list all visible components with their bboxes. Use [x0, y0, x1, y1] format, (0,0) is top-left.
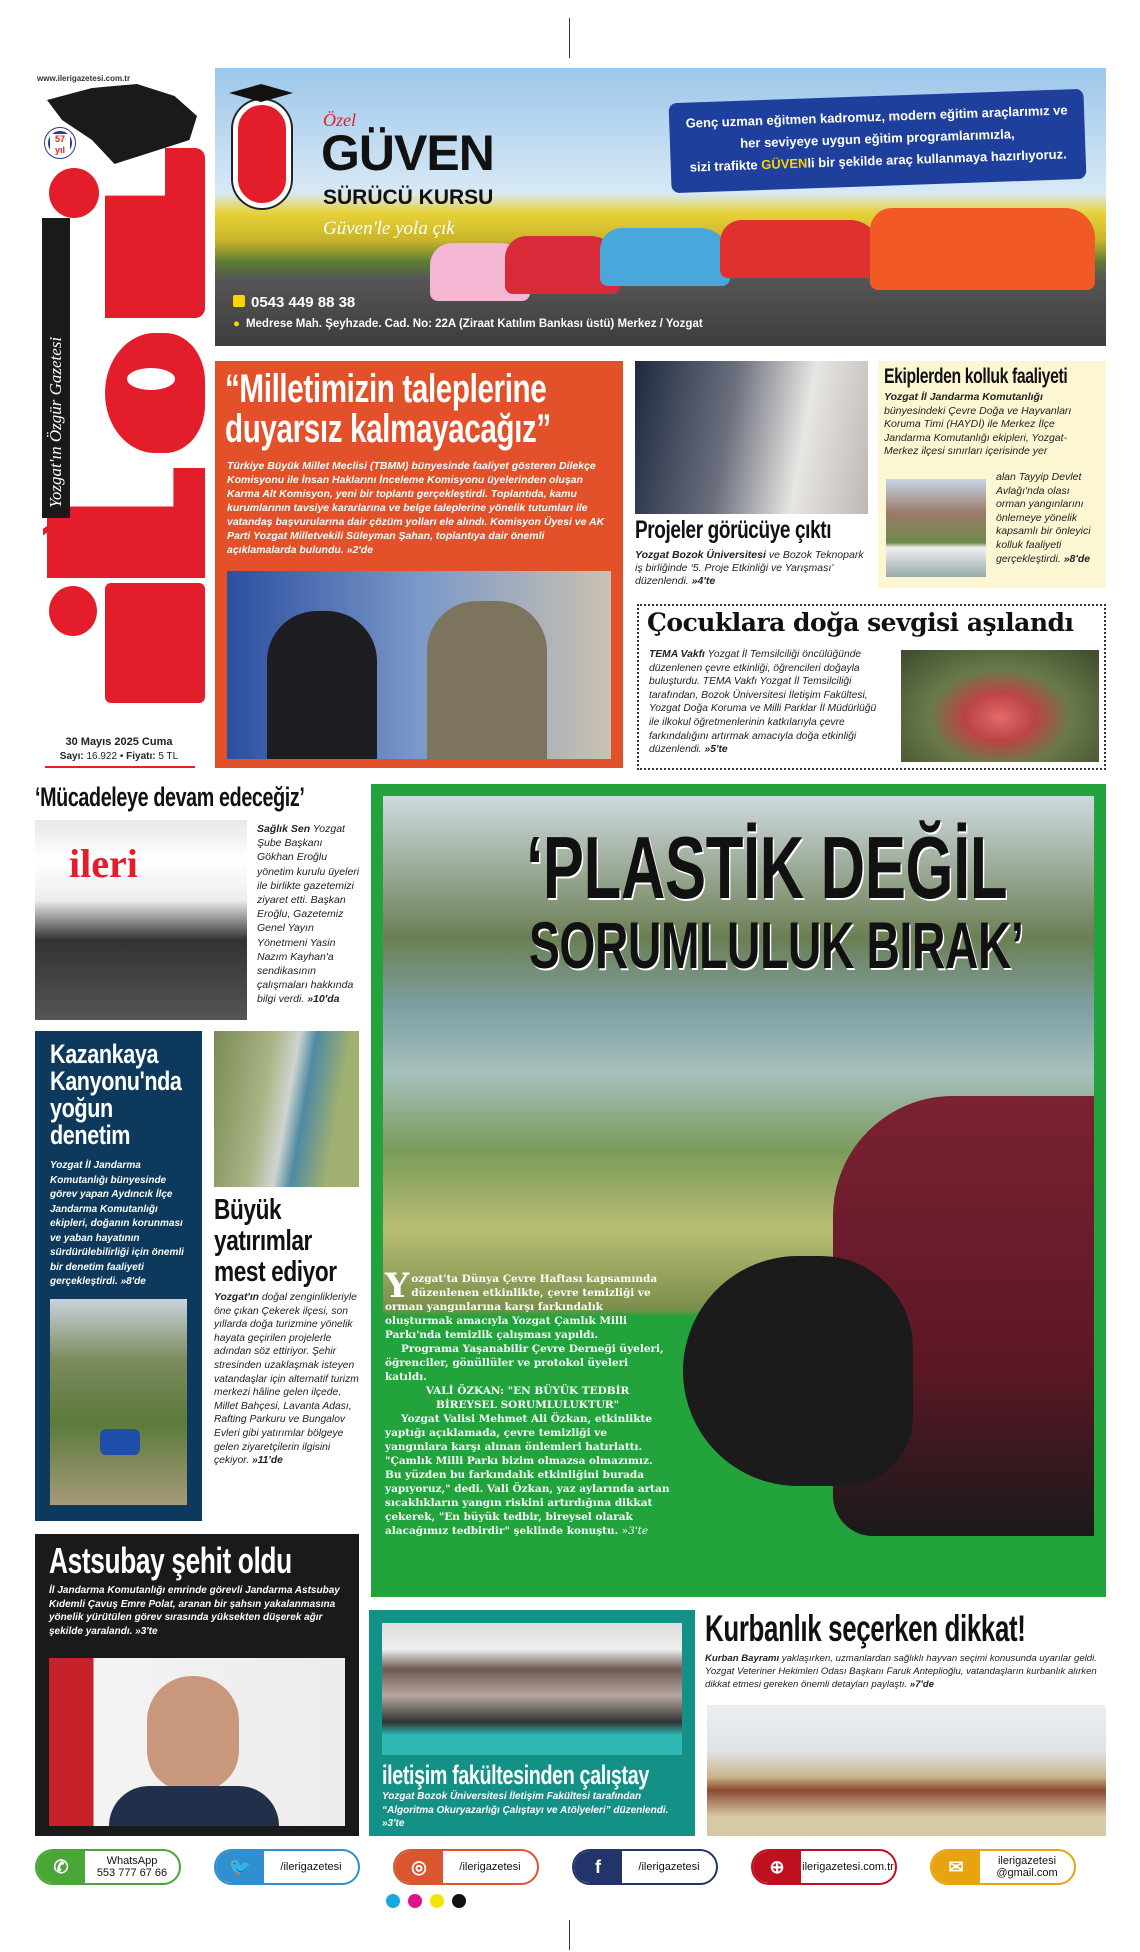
story-doga[interactable] [637, 604, 1106, 770]
story-body: Sağlık Sen Yozgat Şube Başkanı Gökhan Eroğlu yönetim kurulu üyeleri ile birlikte gazetemizi ziyaret etti. Başkan Eroğlu, Gazetemiz Genel Yayın Yönetmeni Yasin Nazım Kayhan'a sendikasının çalışmaları hakkında bilgi verdi. »10'da [257, 823, 360, 1006]
story-body: Yozgat İl Jandarma Komutanlığı bünyesindeki Çevre Doğa ve Hayvanları Koruma Timi (HAYDİ) ile Merkez İlçe Jandarma Komutanlığı ekipleri, Yozgat-Merkez ilçesi sınırları içerisinde yer [884, 391, 1072, 458]
social-link[interactable]: ⊕ ilerigazetesi.com.tr [751, 1849, 897, 1885]
story-calistay[interactable] [369, 1610, 695, 1836]
facebook-icon: f [574, 1851, 622, 1883]
yatirim-photo [214, 1031, 359, 1187]
car [600, 228, 730, 286]
story-body-cont: alan Tayyip Devlet Avlağı'nda olası orman yangınlarını önlemeye yönelik kapsamlı bir önleyici kolluk faaliyeti gerçekleştirdi. »8'de [996, 471, 1091, 565]
slogan: Yozgat'ın Özgür Gazetesi [46, 336, 65, 508]
logo-l [105, 148, 205, 318]
whatsapp-icon: ✆ [37, 1851, 85, 1883]
grad-cap-icon [229, 84, 293, 104]
photo-sign: ileri [69, 841, 138, 886]
issue-date: 30 Mayıs 2025 Cuma [65, 736, 173, 748]
projeler-photo [635, 361, 868, 514]
astsubay-photo [49, 1658, 345, 1826]
mucadele-photo [35, 820, 247, 1020]
ad-tagline: Güven'le yola çık [323, 218, 455, 239]
story-body: Yozgat Bozok Üniversitesi ve Bozok Teknopark iş birliğinde ‘5. Proje Etkinliği ve Yarışması’ düzenlendi. »4'te [635, 549, 864, 587]
story-projeler[interactable] [635, 361, 868, 595]
logo-i-dot-2 [49, 586, 97, 636]
social-link[interactable]: ◎ /ilerigazetesi [393, 1849, 539, 1885]
story-body: Yozgat İl Jandarma Komutanlığı bünyesinde görev yapan Aydıncık İlçe Jandarma Komutanlığı ekipleri, doğanın korunması ve yaban hayatının sürdürülebilirliği için önemli bir denetim faaliyeti gerçekleştirdi. »8'de [50, 1160, 184, 1287]
story-manset[interactable] [371, 784, 1106, 1597]
headline: “Milletimizin taleplerine duyarsız kalmayacağız” [225, 367, 551, 451]
mail-icon: ✉ [932, 1851, 980, 1883]
registration-dot [386, 1894, 400, 1908]
slogan-ribbon [42, 218, 70, 518]
social-link[interactable]: f /ilerigazetesi [572, 1849, 718, 1885]
headline: Büyük yatırımlar mest ediyor [214, 1194, 337, 1288]
story-mucadele[interactable] [35, 782, 361, 1022]
logo-i [105, 583, 205, 703]
story-body: Yozgat Bozok Üniversitesi İletişim Fakültesi tarafından “Algoritma Okuryazarlığı Çalıştayı ve Atölyeleri” düzenlendi. »3'te [382, 1791, 669, 1829]
address-row: ● Medrese Mah. Şeyhzade. Cad. No: 22A (Ziraat Katılım Bankası üstü) Merkez / Yozgat [233, 318, 703, 330]
twitter-icon: 🐦 [216, 1851, 264, 1883]
logo-i-dot-1 [49, 168, 99, 218]
drop-cap: Y [385, 1266, 410, 1306]
doga-photo [901, 650, 1099, 762]
car [870, 208, 1095, 290]
story-komisyon[interactable] [215, 361, 623, 768]
story-body: Yozgat'ta Dünya Çevre Haftası kapsamında düzenlenen etkinlikte, çevre temizliği ve orman yangınlarına karşı farkındalık oluşturmak amacıyla Yozgat Çamlık Milli Parkı'nda temizlik çalışması yapıldı. Programa Yaşanabilir Çevre Derneği üyeleri, öğrenciler, gönüllüler ve protokol üyeleri katıldı. VALİ ÖZKAN: "EN BÜYÜK TEDBİR BİREYSEL SORUMLULUKTUR" Yozgat Valisi Mehmet Ali Özkan, etkinlikte yaptığı açıklamada, çevre temizliği ve yangınlara karşı alınan önlemleri hatırlattı. "Çamlık Milli Parkı bizim olmazsa olmazımız. Bu yüzden bu farkındalık etkinliğini burada yapıyoruz," dedi. Vali Özkan, yaz aylarında artan sıcaklıkların yangın riskini artırdığına dikkat çekerek, "En büyük tedbir, bireysel olarak alacağımız tedbirdir" şeklinde konuştu. »3'te [385, 1266, 670, 1537]
logo-e [105, 333, 205, 453]
registration-dot [408, 1894, 422, 1908]
trash-bag [683, 1256, 913, 1486]
kurbanlik-photo [707, 1705, 1106, 1836]
masthead [35, 68, 203, 768]
headline: Astsubay şehit oldu [49, 1540, 292, 1581]
story-kurbanlik[interactable] [705, 1610, 1106, 1836]
headline: Projeler görücüye çıktı [635, 516, 832, 544]
ad-subtitle: SÜRÜCÜ KURSU [323, 186, 494, 209]
website-url[interactable]: www.ilerigazetesi.com.tr [37, 74, 131, 83]
headline: ‘PLASTİK DEĞİL SORUMLULUK BIRAK’ [526, 818, 1024, 982]
phone-icon [233, 295, 245, 307]
issue-info: Sayı: 16.922 • Fiyatı: 5 TL [59, 751, 179, 762]
story-body: Türkiye Büyük Millet Meclisi (TBMM) bünyesinde faaliyet gösteren Dilekçe Komisyonu ile İnsan Haklarını İnceleme Komisyonu üyelerinden oluşan Karma Alt Komisyon, yeni bir toplantı gerçekleştirdi. Toplantıda, kamu kurumlarının tavsiye kararlarına ve belge taleplerine yönelik tutumları ile vatandaş başvurularına dair çözüm yolları ele alındı. Komisyon Üyesi ve AK Parti Yozgat Milletvekili Süleyman Şahan, toplantıya dair önemli açıklamalarda bulundu. »2'de [227, 460, 605, 556]
story-kolluk[interactable] [878, 361, 1106, 588]
komisyon-photo [227, 571, 611, 759]
crop-mark [569, 18, 570, 58]
globe-icon: ⊕ [753, 1851, 801, 1883]
story-body: Kurban Bayramı yaklaşırken, uzmanlardan sağlıklı hayvan seçimi konusunda uyarılar geldi. Yozgat Veteriner Hekimleri Odası Başkanı Faruk Anteplioğlu, vatandaşların kurbanlık alırken dikkat etmesi gereken önemli detayları paylaştı. »7'de [705, 1653, 1097, 1690]
ad-brand: GÜVEN [321, 125, 494, 181]
location-pin-icon: ● [233, 318, 240, 330]
logo-r [47, 468, 205, 578]
headline: ‘Mücadeleye devam edeceğiz’ [35, 782, 305, 812]
kazankaya-photo [50, 1299, 187, 1505]
phone-row[interactable]: 0543 449 88 38 [233, 294, 355, 311]
story-body: Yozgat'ın doğal zenginlikleriyle öne çıkan Çekerek ilçesi, son yıllarda doğa turizmine yönelik hayata geçirilen projelerle adından söz ettiriyor. Şehir stresinden uzaklaşmak isteyen vatandaşlar için alternatif turizm merkezi hâline gelen ilçede, Millet Bahçesi, Lavanta Adası, Rafting Parkuru ve Bungalov Evleri gibi yatırımlar bölgeye gelen ziyaretçilerin ilgisini çekiyor. »11'de [214, 1292, 359, 1467]
social-link[interactable]: 🐦 /ilerigazetesi [214, 1849, 360, 1885]
headline: iletişim fakültesinden çalıştay [382, 1760, 649, 1790]
calistay-photo [382, 1623, 682, 1755]
divider [45, 766, 195, 768]
car [720, 220, 880, 278]
ad-brand-small: Özel [323, 110, 356, 130]
headline: Ekiplerden kolluk faaliyeti [884, 365, 1068, 388]
headline: Kazankaya Kanyonu'nda yoğun denetim [50, 1039, 182, 1150]
instagram-icon: ◎ [395, 1851, 443, 1883]
social-link[interactable]: ✉ ilerigazetesi @gmail.com [930, 1849, 1076, 1885]
headline: Kurbanlık seçerken dikkat! [705, 1608, 1026, 1649]
driving-school-ad[interactable] [215, 68, 1106, 346]
story-kazankaya[interactable] [35, 1031, 202, 1521]
ad-message-box: Genç uzman eğitmen kadromuz, modern eğitim araçlarımız ve her seviyeye uygun eğitim programlarımızla, sizi trafikte GÜVENli bir şekilde araç kullanmaya hazırlıyoruz. [669, 89, 1087, 193]
story-yatirim[interactable] [214, 1031, 359, 1525]
registration-dot [430, 1894, 444, 1908]
crop-mark [569, 1920, 570, 1950]
steering-wheel-icon [233, 100, 291, 208]
subhead: VALİ ÖZKAN: "EN BÜYÜK TEDBİR BİREYSEL SORUMLULUKTUR" [425, 1385, 630, 1411]
anniversary-badge: 57 yıl [45, 128, 75, 158]
headline: Çocuklara doğa sevgisi aşılandı [647, 608, 1074, 637]
kolluk-photo [886, 479, 986, 577]
story-body: İl Jandarma Komutanlığı emrinde görevli Jandarma Astsubay Kıdemli Çavuş Emre Polat, aranan bir şahsın yakalanmasına yönelik yürütülen görev sırasında yüksekten düşerek ağır şekilde yaralandı. »3'te [49, 1585, 340, 1637]
registration-dot [452, 1894, 466, 1908]
story-astsubay[interactable] [35, 1534, 359, 1836]
social-link[interactable]: ✆ WhatsApp 553 777 67 66 [35, 1849, 181, 1885]
story-body: TEMA Vakfı Yozgat İl Temsilciliği öncülüğünde düzenlenen çevre etkinliği, öğrencileri doğayla buluşturdu. TEMA Vakfı Yozgat İl Temsilciliği tarafından, Bozok Üniversitesi İletişim Fakültesi, Yozgat Doğa Koruma ve Milli Parklar İl Müdürlüğü ile ilkokul öğretmenlerinin katkılarıyla çevre farkındalığını artırmak amacıyla doğa etkinliği düzenlendi. »5'te [649, 649, 877, 756]
